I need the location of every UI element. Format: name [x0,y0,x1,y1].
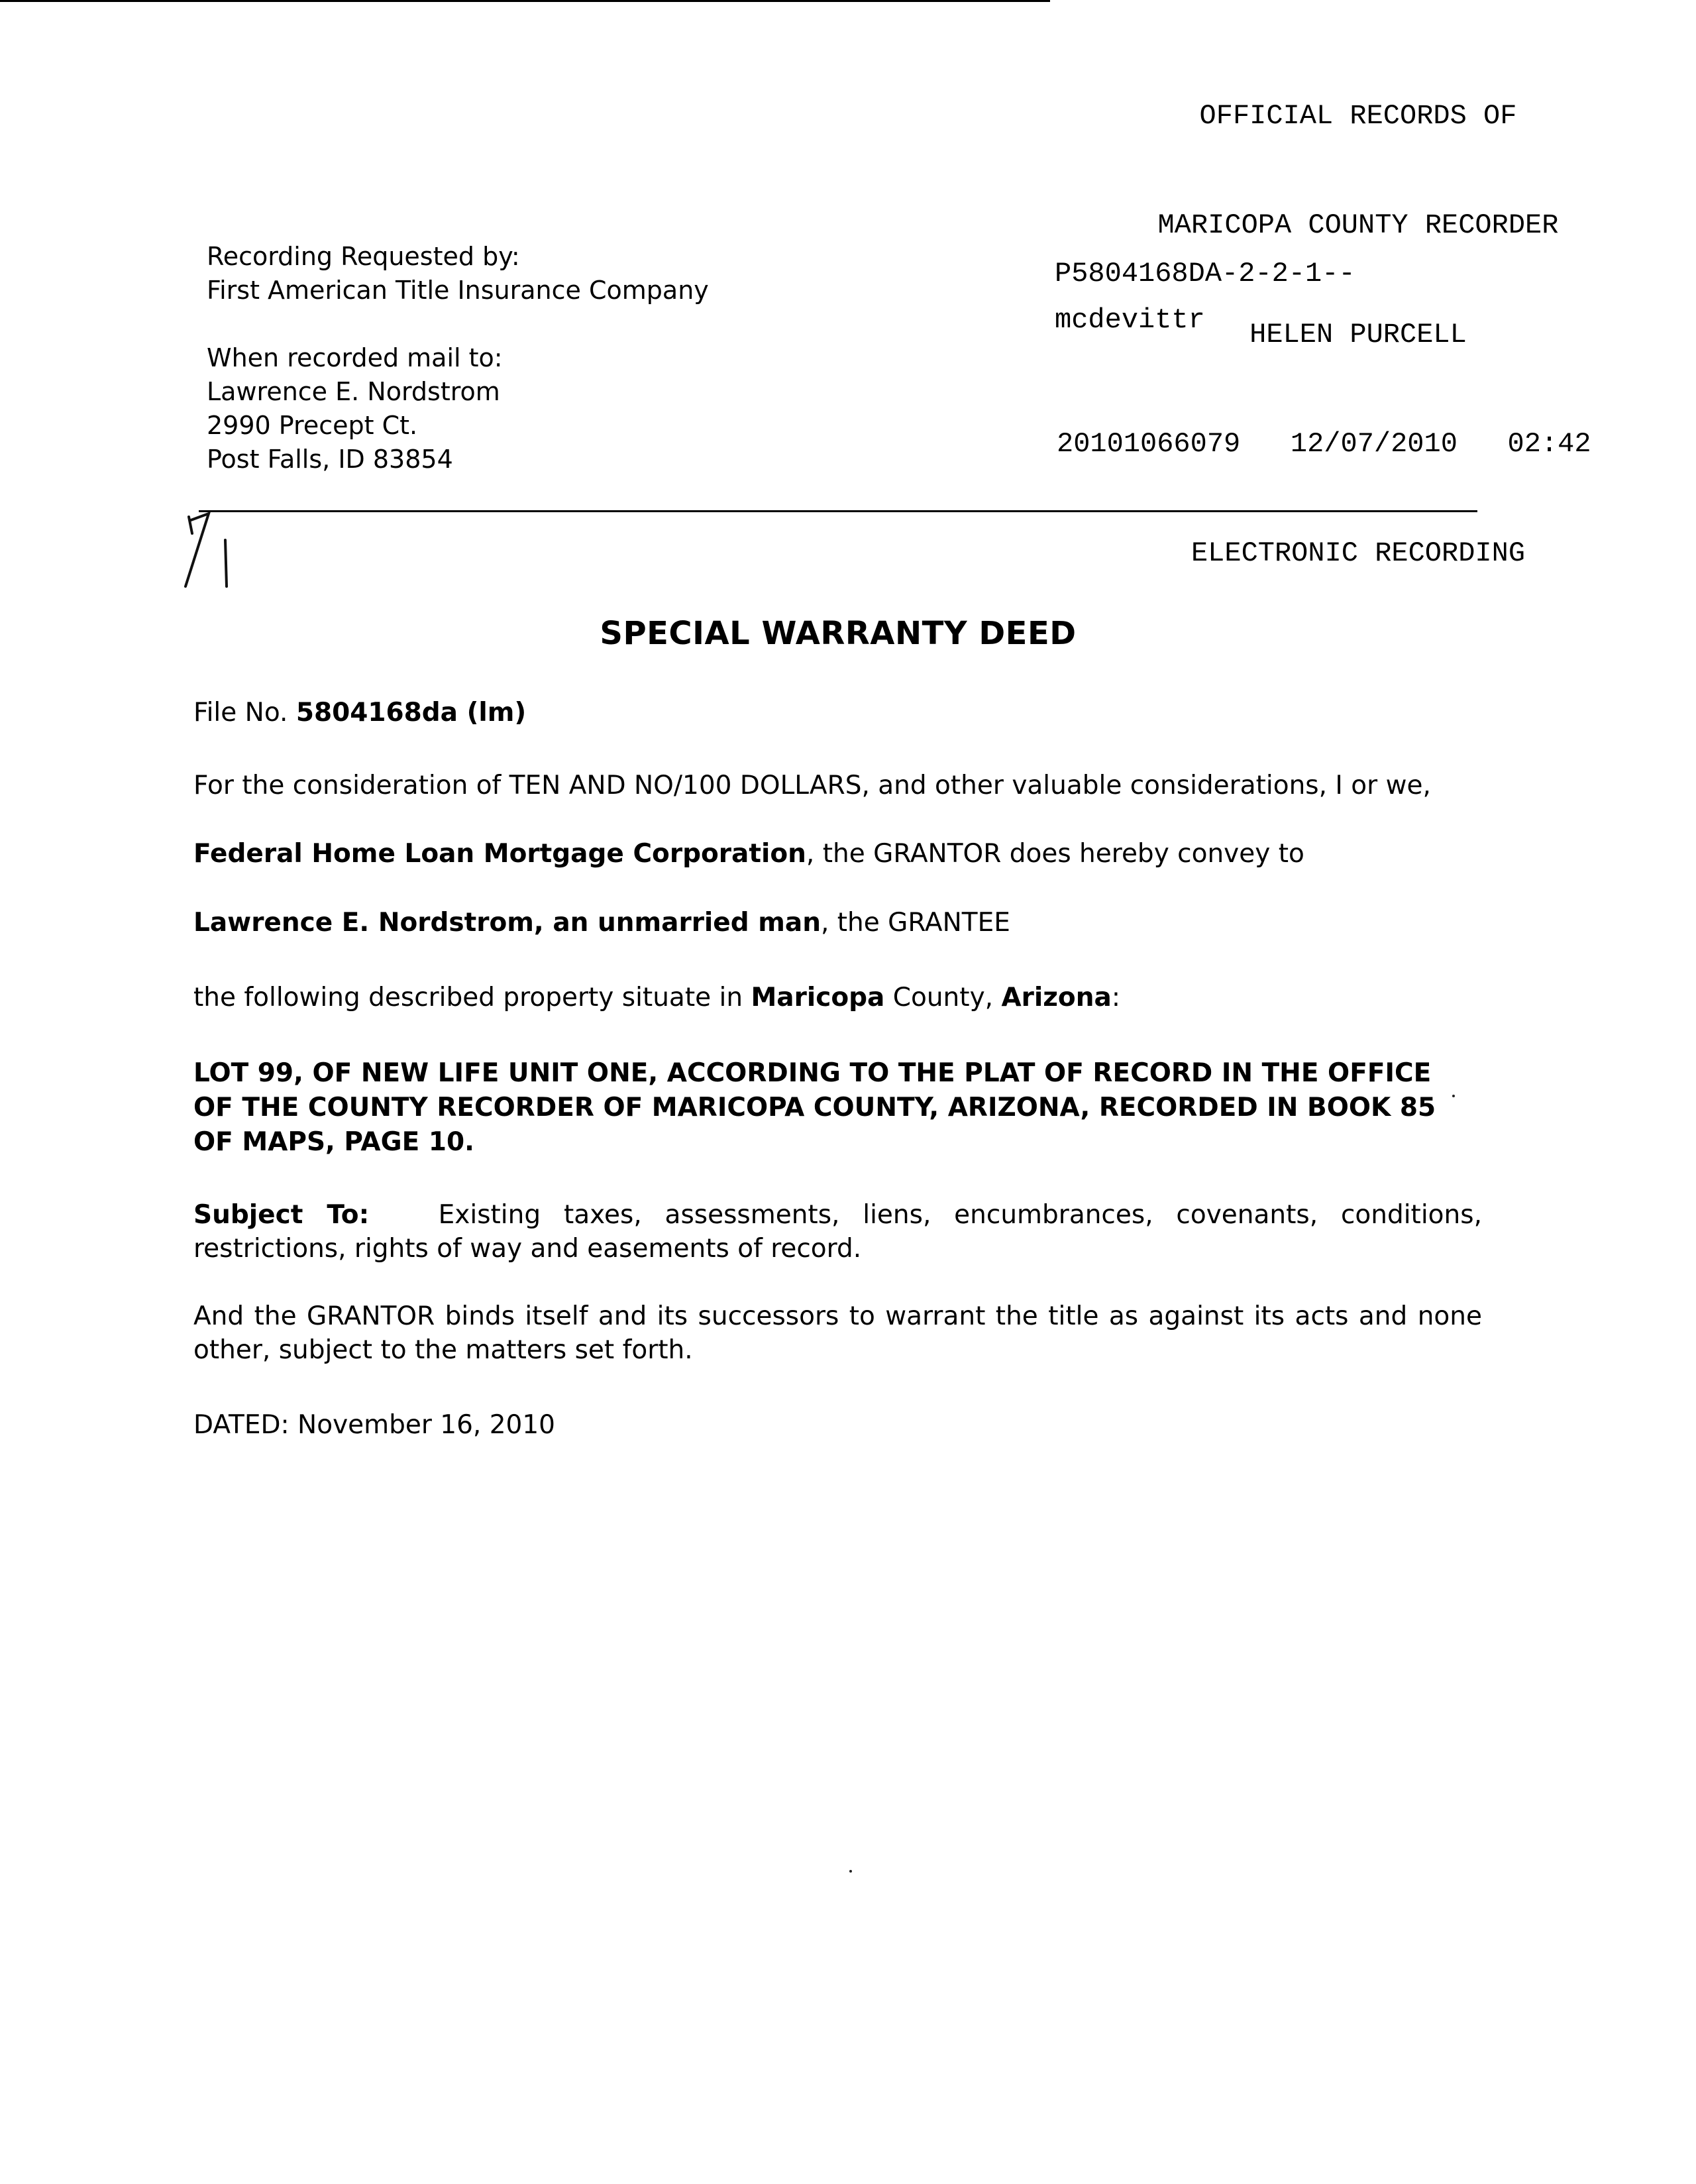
top-border-line [0,0,1050,2]
section-divider [199,510,1477,512]
warranty-paragraph: And the GRANTOR binds itself and its successors to warrant the title as against its acts and none other, subject to the matters set forth. [193,1301,1482,1365]
grantor-suffix: , the GRANTOR does hereby convey to [806,839,1304,869]
legal-description: LOT 99, OF NEW LIFE UNIT ONE, ACCORDING TO THE PLAT OF RECORD IN THE OFFICE OF THE COUNTY RECORDER OF MARICOPA COUNTY, ARIZONA, RECORDED IN BOOK 85 OF MAPS, PAGE 10. [193,1058,1436,1157]
state-colon: : [1111,983,1120,1012]
recorder-line-2: MARICOPA COUNTY RECORDER [1157,209,1559,241]
grantor-name: Federal Home Loan Mortgage Corporation [193,839,806,869]
consideration-text: For the consideration of TEN AND NO/100 DOLLARS, and other valuable considerations, I or we, [193,771,1431,800]
grantee-suffix: , the GRANTEE [820,908,1010,938]
mail-to-street: 2990 Precept Ct. [207,411,418,440]
file-label: File No. [193,698,288,728]
county-word: County, [892,983,994,1012]
requested-by-company: First American Title Insurance Company [207,276,709,305]
property-prefix: the following described property situate in [193,983,743,1012]
document-title: SPECIAL WARRANTY DEED [600,615,1077,652]
scan-speck [849,1870,852,1873]
requested-by-label: Recording Requested by: [207,242,520,271]
requested-by-block [207,240,709,307]
recording-info-line [1040,426,1676,463]
subject-to-label: Subject To: [193,1200,370,1230]
recording-code-block [1055,250,1355,343]
mail-to-block [207,341,503,476]
recorder-line-3: HELEN PURCELL [1249,319,1467,351]
scan-speck [1452,1095,1455,1097]
mail-to-label: When recorded mail to: [207,343,503,372]
file-number-line [193,696,1482,730]
handwritten-mark [179,504,252,603]
recording-user: mcdevittr [1055,304,1205,336]
record-number: 20101066079 [1057,428,1241,460]
grantee-name: Lawrence E. Nordstrom, an unmarried man [193,908,821,938]
record-date: 12/07/2010 [1290,428,1458,460]
mail-to-city: Post Falls, ID 83854 [207,445,453,474]
property-line [193,981,1482,1014]
state-name: Arizona [1001,983,1112,1012]
county-name: Maricopa [751,983,885,1012]
grantee-line [193,906,1482,940]
dated-line: DATED: November 16, 2010 [193,1410,555,1440]
file-number: 5804168da (lm) [295,698,527,728]
grantor-line [193,837,1482,871]
record-time: 02:42 [1507,428,1591,460]
mail-to-name: Lawrence E. Nordstrom [207,377,500,406]
subject-to-paragraph [193,1198,1482,1266]
recorder-line-1: OFFICIAL RECORDS OF [1199,100,1517,132]
subject-to-text: Existing taxes, assessments, liens, encumbrances, covenants, conditions, restrictions, rights of way and easements of record. [193,1200,1482,1264]
recording-code: P5804168DA-2-2-1-- [1055,258,1355,290]
recorder-line-5: ELECTRONIC RECORDING [1191,537,1526,569]
